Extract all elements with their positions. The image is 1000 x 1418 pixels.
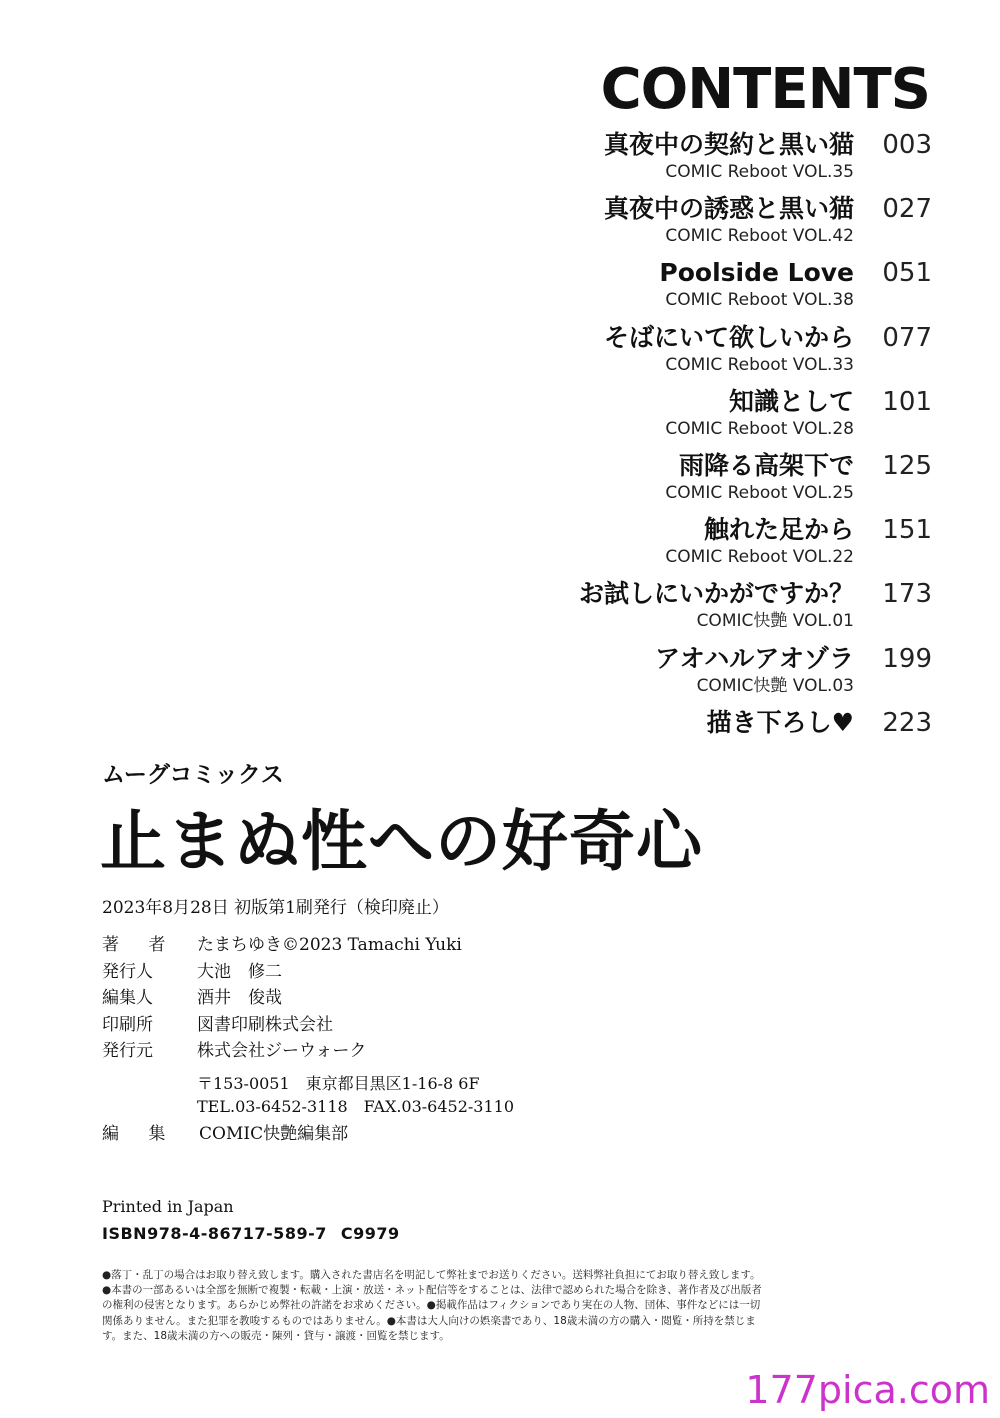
- fax: FAX.03-6452-3110: [363, 1097, 515, 1116]
- credit-label: 編集人: [102, 988, 153, 1009]
- credit-label: 編 集: [102, 1124, 178, 1144]
- credit-value: 図書印刷株式会社: [197, 1014, 333, 1035]
- toc-entry: [462, 256, 932, 320]
- toc-entry: [462, 577, 932, 641]
- toc-entry: [462, 128, 932, 192]
- toc-title: 描き下ろし♥: [706, 707, 854, 737]
- toc-page-number: 151: [882, 515, 932, 546]
- imprint-label: ムーグコミックス: [102, 762, 284, 788]
- credit-row: [102, 1012, 462, 1039]
- toc-entry: [462, 706, 932, 770]
- toc-title: 知識として: [728, 386, 854, 416]
- credit-row: [102, 959, 462, 986]
- toc-title: 真夜中の誘惑と黒い猫: [603, 194, 854, 224]
- book-title: 止まぬ性への好奇心: [100, 803, 703, 880]
- toc-source: COMIC Reboot VOL.25: [665, 482, 854, 503]
- toc-source: COMIC Reboot VOL.22: [665, 547, 854, 568]
- credit-value: たまちゆき©2023 Tamachi Yuki: [197, 935, 462, 955]
- toc-page-number: 027: [882, 194, 932, 225]
- credit-row: [102, 985, 462, 1012]
- credit-row: [102, 932, 462, 959]
- toc-title: 雨降る高架下で: [678, 450, 854, 480]
- credit-value: 大池 修二: [197, 961, 282, 982]
- toc-source: COMIC Reboot VOL.28: [665, 418, 854, 439]
- credit-value: COMIC快艶編集部: [199, 1124, 349, 1144]
- toc-entry: [462, 513, 932, 577]
- toc-title: 真夜中の契約と黒い猫: [603, 130, 854, 159]
- credit-label: 著 者: [102, 935, 178, 955]
- toc-source: COMIC快艶 VOL.03: [696, 675, 854, 696]
- credits-list: [102, 932, 462, 1065]
- toc-title: Poolside Love: [659, 258, 854, 288]
- toc-entry: [462, 321, 932, 385]
- toc-source: COMIC Reboot VOL.35: [665, 162, 854, 182]
- toc-page-number: 003: [882, 130, 932, 160]
- toc-source: COMIC Reboot VOL.42: [665, 226, 854, 247]
- legal-notice: ●落丁・乱丁の場合はお取り替え致します。購入された書店名を明記して弊社までお送りください。送料弊社負担にてお取り替え致します。●本書の一部あるいは全部を無断で複製・転載・上演・放送・ネット配信等をすることは、法律で認められた場合を除き、著作者及び出版者の権利の侵害となります。あらかじめ弊社の許諾をお求めください。●掲載作品はフィクションであり実在の人物、団体、事件などには一切関係ありません。また犯罪を教唆するものではありません。●本書は大人向けの娯楽書であり、18歳未満の方の購入・閲覧・所持を禁じます。また、18歳未満の方への販売・陳列・貸与・譲渡・回覧を禁じます。: [102, 1269, 762, 1342]
- publisher-address: [197, 1072, 514, 1118]
- toc-page-number: 077: [882, 322, 932, 353]
- credit-label: 発行元: [102, 1041, 153, 1062]
- toc-page-number: 173: [882, 579, 932, 610]
- telephone: TEL.03-6452-3118: [197, 1097, 348, 1116]
- toc-title: 触れた足から: [703, 515, 854, 545]
- toc-title: そばにいて欲しいから: [603, 322, 854, 352]
- toc-source: COMIC快艶 VOL.01: [696, 611, 854, 632]
- toc-source: COMIC Reboot VOL.38: [665, 290, 854, 311]
- street-address: 東京都目黒区1-16-8 6F: [305, 1074, 480, 1093]
- table-of-contents: [462, 128, 932, 770]
- postal-code: 〒153-0051: [197, 1074, 290, 1093]
- toc-entry: [462, 642, 932, 706]
- isbn-line: [102, 1222, 400, 1246]
- isbn: ISBN978-4-86717-589-7: [102, 1224, 327, 1243]
- credit-value: 株式会社ジーウォーク: [197, 1041, 367, 1062]
- toc-page-number: 223: [882, 707, 932, 738]
- watermark: 177pica.com: [745, 1368, 990, 1412]
- toc-title: アオハルアオゾラ: [654, 643, 854, 673]
- credit-value: 酒井 俊哉: [197, 988, 282, 1009]
- toc-page-number: 101: [882, 386, 932, 417]
- editorial-credit: [102, 1121, 348, 1147]
- toc-entry: [462, 385, 932, 449]
- credit-row: [102, 1038, 462, 1065]
- toc-source: COMIC Reboot VOL.33: [665, 354, 854, 375]
- contents-heading: CONTENTS: [600, 57, 930, 122]
- toc-entry: [462, 192, 932, 256]
- c-code: C9979: [340, 1224, 400, 1243]
- toc-page-number: 051: [882, 258, 932, 289]
- toc-entry: [462, 449, 932, 513]
- credit-label: 発行人: [102, 961, 153, 982]
- toc-page-number: 125: [882, 450, 932, 481]
- edition-date: 2023年8月28日 初版第1刷発行（検印廃止）: [102, 898, 449, 918]
- printed-in: Printed in Japan: [102, 1197, 234, 1216]
- toc-page-number: 199: [882, 643, 932, 674]
- toc-title: お試しにいかがですか？: [578, 579, 854, 609]
- credit-label: 印刷所: [102, 1014, 153, 1035]
